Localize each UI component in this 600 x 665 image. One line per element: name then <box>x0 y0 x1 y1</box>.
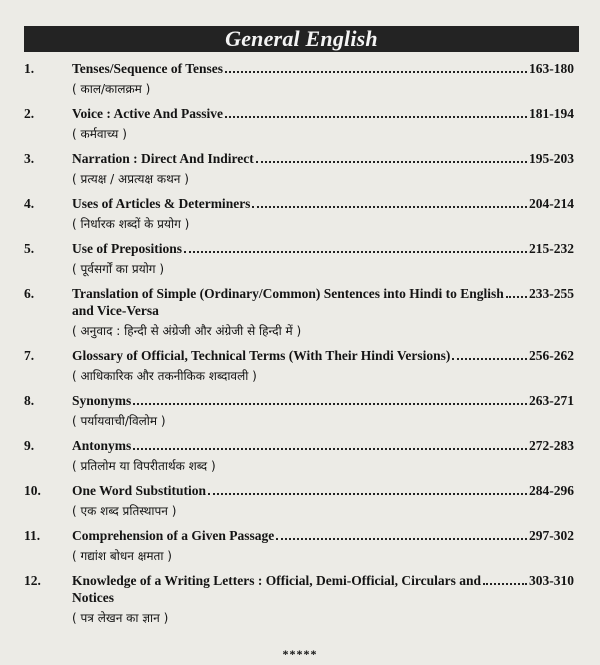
entry-hindi-title: ( काल/कालक्रम ) <box>72 82 151 96</box>
entry-number: 7. <box>24 348 35 363</box>
toc-entry-10 <box>0 480 600 525</box>
entry-title: Voice : Active And Passive <box>72 106 223 121</box>
entry-number: 10. <box>24 483 41 498</box>
entry-number: 9. <box>24 438 35 453</box>
table-of-contents <box>0 58 600 632</box>
entry-pages: 272-283 <box>529 438 574 453</box>
entry-title: Glossary of Official, Technical Terms (With Their Hindi Versions) <box>72 348 451 363</box>
entry-line <box>72 573 574 589</box>
toc-entry-1 <box>0 58 600 103</box>
entry-hindi-title: ( कर्मवाच्य ) <box>72 127 127 141</box>
entry-number: 2. <box>24 106 35 121</box>
toc-entry-5 <box>0 238 600 283</box>
entry-number: 8. <box>24 393 35 408</box>
dot-leader <box>483 573 527 585</box>
entry-line <box>72 348 574 364</box>
entry-line <box>72 196 574 212</box>
entry-title: Use of Prepositions <box>72 241 182 256</box>
entry-number: 4. <box>24 196 35 211</box>
dot-leader <box>252 196 527 208</box>
dot-leader <box>256 151 527 163</box>
entry-number: 12. <box>24 573 41 588</box>
entry-pages: 181-194 <box>529 106 574 121</box>
end-stars: ***** <box>282 647 318 661</box>
entry-title-continuation: Notices <box>72 590 114 605</box>
entry-line <box>72 61 574 77</box>
entry-number: 11. <box>24 528 41 543</box>
entry-hindi-title: ( प्रत्यक्ष / अप्रत्यक्ष कथन ) <box>72 172 189 186</box>
entry-hindi-title: ( पर्यायवाची/विलोम ) <box>72 414 166 428</box>
entry-title: Narration : Direct And Indirect <box>72 151 254 166</box>
toc-entry-3 <box>0 148 600 193</box>
entry-pages: 233-255 <box>529 286 574 301</box>
entry-title: Tenses/Sequence of Tenses <box>72 61 224 76</box>
toc-entry-6 <box>0 283 600 345</box>
entry-pages: 256-262 <box>529 348 574 363</box>
dot-leader <box>506 286 527 298</box>
entry-line <box>72 241 574 257</box>
entry-hindi-title: ( एक शब्द प्रतिस्थापन ) <box>72 504 177 518</box>
entry-hindi-title: ( निर्धारक शब्दों के प्रयोग ) <box>72 217 190 231</box>
entry-pages: 263-271 <box>529 393 574 408</box>
section-title-banner: General English <box>24 26 579 52</box>
entry-hindi-title: ( अनुवाद : हिन्दी से अंग्रेजी और अंग्रेजी से हिन्दी में ) <box>72 324 302 338</box>
toc-entry-2 <box>0 103 600 148</box>
toc-entry-12 <box>0 570 600 632</box>
entry-line <box>72 528 574 544</box>
dot-leader <box>133 438 527 450</box>
entry-title: One Word Substitution <box>72 483 207 498</box>
entry-number: 3. <box>24 151 35 166</box>
dot-leader <box>276 528 527 540</box>
toc-entry-4 <box>0 193 600 238</box>
toc-entry-8 <box>0 390 600 435</box>
entry-number: 6. <box>24 286 35 301</box>
entry-pages: 204-214 <box>529 196 574 211</box>
entry-title: Antonyms <box>72 438 132 453</box>
entry-line <box>72 106 574 122</box>
entry-number: 5. <box>24 241 35 256</box>
entry-pages: 215-232 <box>529 241 574 256</box>
entry-pages: 284-296 <box>529 483 574 498</box>
dot-leader <box>452 348 527 360</box>
entry-pages: 195-203 <box>529 151 574 166</box>
entry-title: Uses of Articles & Determiners <box>72 196 251 211</box>
entry-pages: 163-180 <box>529 61 574 76</box>
entry-title: Knowledge of a Writing Letters : Official, Demi-Official, Circulars and <box>72 573 482 588</box>
dot-leader <box>225 106 527 118</box>
dot-leader <box>133 393 527 405</box>
toc-entry-9 <box>0 435 600 480</box>
entry-title-continuation: and Vice-Versa <box>72 303 159 318</box>
entry-pages: 303-310 <box>529 573 574 588</box>
entry-title: Synonyms <box>72 393 132 408</box>
entry-hindi-title: ( आधिकारिक और तकनीकिक शब्दावली ) <box>72 369 257 383</box>
entry-line <box>72 286 574 302</box>
entry-hindi-title: ( गद्यांश बोधन क्षमता ) <box>72 549 172 563</box>
entry-hindi-title: ( पूर्वसर्गों का प्रयोग ) <box>72 262 165 276</box>
toc-entry-11 <box>0 525 600 570</box>
dot-leader <box>208 483 527 495</box>
toc-entry-7 <box>0 345 600 390</box>
entry-line <box>72 438 574 454</box>
entry-title: Translation of Simple (Ordinary/Common) Sentences into Hindi to English <box>72 286 504 301</box>
entry-line <box>72 393 574 409</box>
entry-number: 1. <box>24 61 35 76</box>
entry-line <box>72 483 574 499</box>
entry-hindi-title: ( प्रतिलोम या विपरीतार्थक शब्द ) <box>72 459 216 473</box>
entry-pages: 297-302 <box>529 528 574 543</box>
dot-leader <box>184 241 527 253</box>
entry-hindi-title: ( पत्र लेखन का ज्ञान ) <box>72 611 169 625</box>
dot-leader <box>225 61 527 73</box>
entry-title: Comprehension of a Given Passage <box>72 528 275 543</box>
entry-line <box>72 151 574 167</box>
